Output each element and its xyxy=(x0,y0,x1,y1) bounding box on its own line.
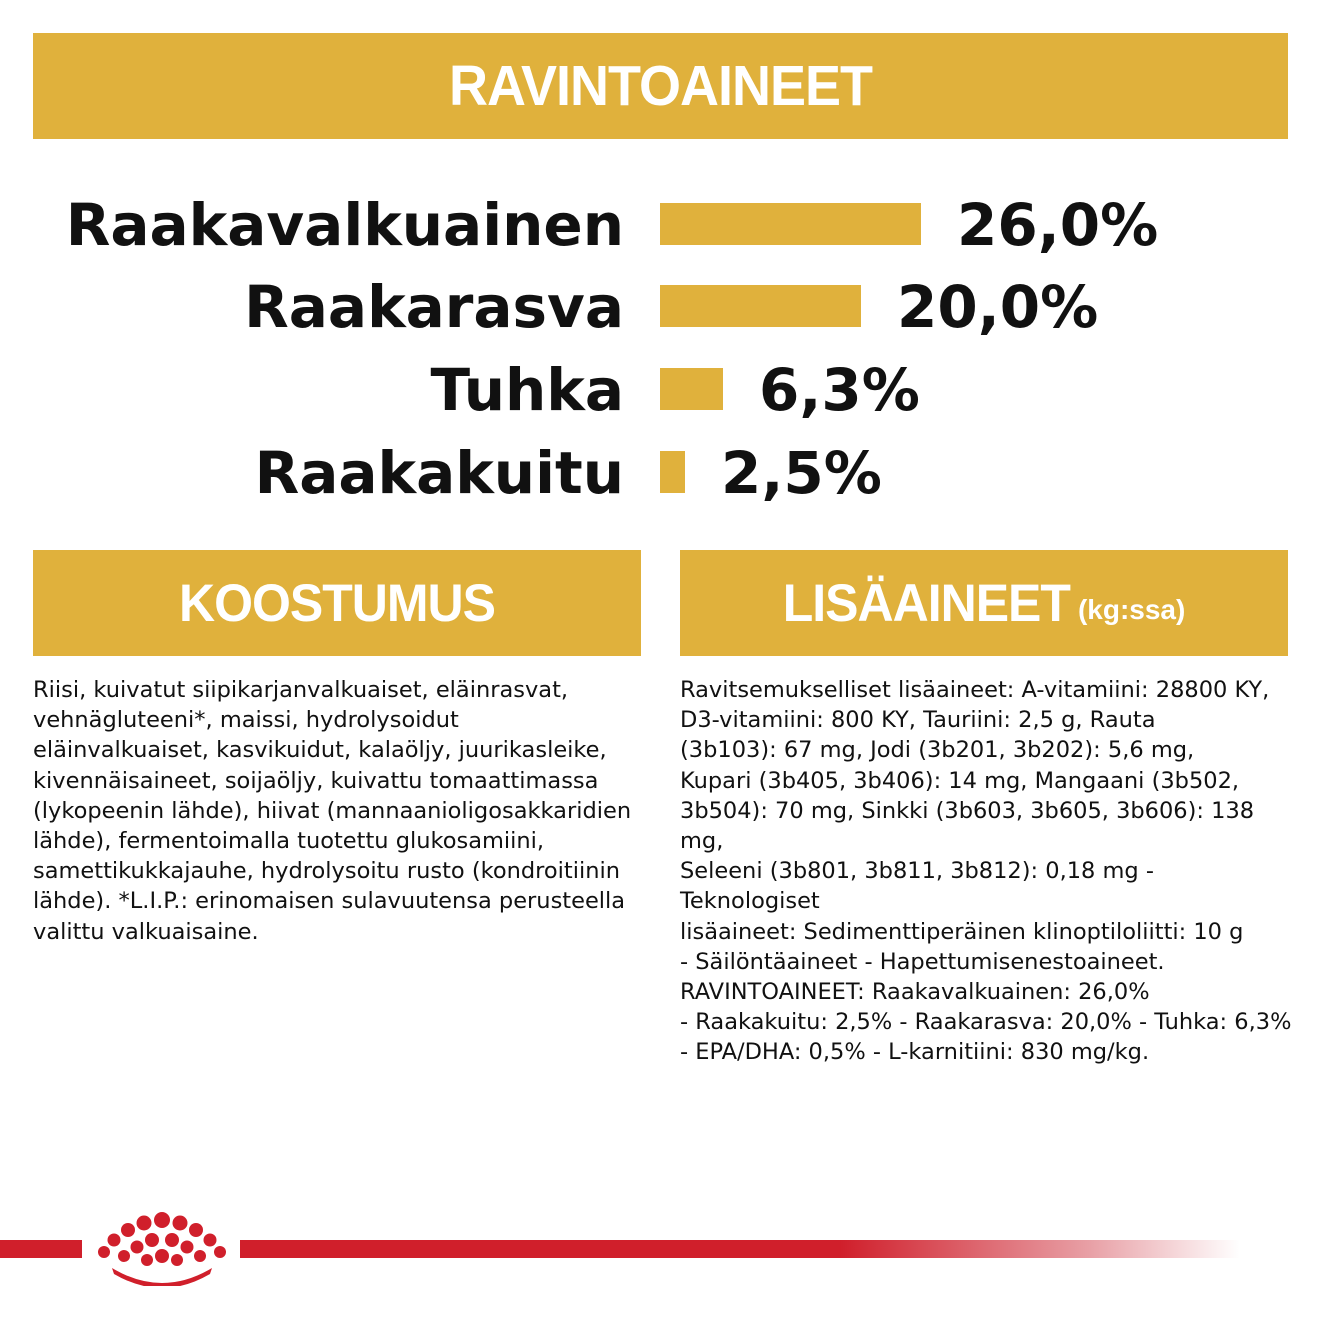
nutrients-header-banner xyxy=(33,33,1288,139)
nutrient-bar xyxy=(660,203,921,245)
nutrient-row xyxy=(0,438,1320,508)
nutrient-label: Raakavalkuainen xyxy=(65,191,624,259)
nutrient-bar xyxy=(660,285,861,327)
nutrients-header-title: RAVINTOAINEET xyxy=(448,54,873,118)
nutrient-bar xyxy=(660,368,723,410)
additives-text: Ravitsemukselliset lisäaineet: A-vitamiini: 28800 KY, D3-vitamiini: 800 KY, Tauriini: 2,5 g, Rauta (3b103): 67 mg, Jodi (3b201, 3b202): 5,6 mg, Kupari (3b405, 3b406): 14 mg, Mangaani (3b502, 3b504): 70 mg, Sinkki (3b603, 3b605, 3b606): 138 mg, Seleeni (3b801, 3b811, 3b812): 0,18 mg - Teknologiset lisäaineet: Sedimenttiperäinen klinoptiloliitti: 10 g - Säilöntäaineet - Hapettumisenestoaineet. RAVINTOAINEET: Raakavalkuainen: 26,0% - Raakakuitu: 2,5% - Raakarasva: 20,0% - Tuhka: 6,3% - EPA/DHA: 0,5% - L-karnitiini: 830 mg/kg. xyxy=(680,677,1292,1066)
nutrient-value: 26,0% xyxy=(957,191,1159,259)
brand-line-right xyxy=(240,1240,1240,1258)
additives-subtitle: (kg:ssa) xyxy=(1077,594,1186,625)
composition-text: Riisi, kuivatut siipikarjanvalkuaiset, eläinrasvat, vehnägluteeni*, maissi, hydrolysoidut eläinvalkuaiset, kasvikuidut, kalaöljy, juurikasleike, kivennäisaineet, soijaöljy, kuivattu tomaattimassa (lykopeenin lähde), hiivat (mannaanioligosakkaridien lähde), fermentoimalla tuotettu glukosamiini, samettikukkajauhe, hydrolysoitu rusto (kondroitiinin lähde). *L.I.P.: erinomaisen sulavuutensa perusteella valittu valkuaisaine. xyxy=(33,677,632,945)
nutrient-label: Raakarasva xyxy=(244,273,624,341)
nutrient-label: Raakakuitu xyxy=(254,439,624,507)
nutrient-label: Tuhka xyxy=(430,356,624,424)
nutrient-row xyxy=(0,272,1320,342)
additives-banner xyxy=(680,550,1288,656)
composition-title: KOOSTUMUS xyxy=(179,573,495,633)
nutrient-row xyxy=(0,355,1320,425)
nutrient-row xyxy=(0,190,1320,260)
nutrient-bar xyxy=(660,451,685,493)
royal-canin-crown-icon xyxy=(92,1208,232,1286)
nutrient-value: 2,5% xyxy=(721,439,882,507)
composition-banner xyxy=(33,550,641,656)
brand-line-left xyxy=(0,1240,82,1258)
nutrient-value: 20,0% xyxy=(897,273,1099,341)
additives-title: LISÄAINEET xyxy=(782,573,1070,633)
nutrient-value: 6,3% xyxy=(759,356,920,424)
